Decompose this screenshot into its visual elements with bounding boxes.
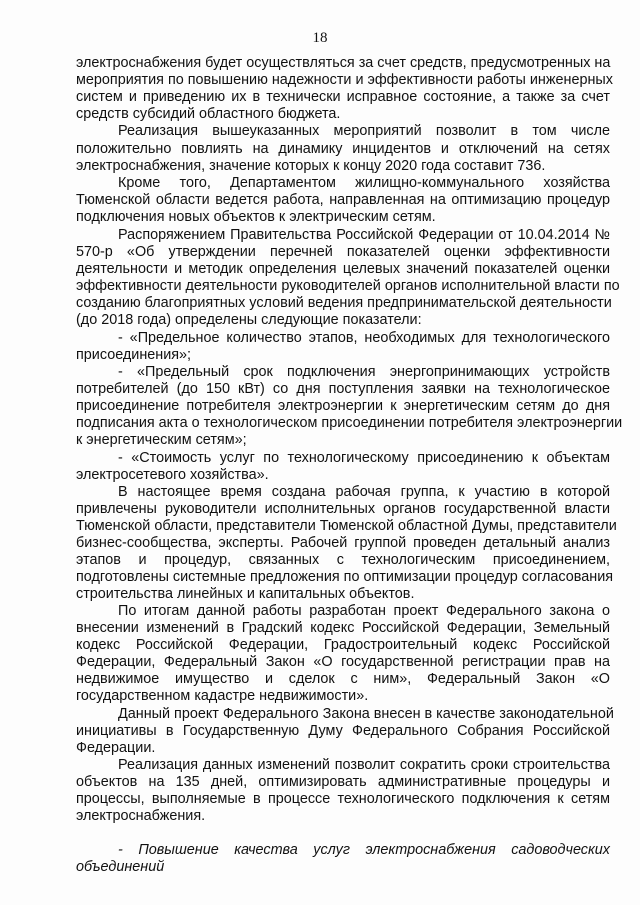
text-line: В настоящее время создана рабочая группа, к участию в которой [118,484,610,500]
text-line: мероприятия по повышению надежности и эффективности работы инженерных [76,72,613,88]
text-line: средств субсидий областного бюджета. [76,106,341,122]
text-line: потребителей (до 150 кВт) со дня поступления заявки на технологическое [76,381,610,397]
text-line: Данный проект Федерального Закона внесен в качестве законодательной [118,706,614,722]
text-line: деятельности и методик определения целевых значений показателей оценки [76,261,610,277]
text-line: присоединения»; [76,347,192,363]
text-line: государственном кадастре недвижимости». [76,688,369,704]
text-line: бизнес-сообщества, эксперты. Рабочей группой проведен детальный анализ [76,535,610,551]
text-line: подписания акта о технологическом присоединении потребителя электроэнергии [76,415,623,431]
text-line: Федерации, Федеральный Закон «О государственной регистрации прав на [76,654,610,670]
text-line: объединений [76,859,165,875]
text-line: Распоряжением Правительства Российской Федерации от 10.04.2014 № [118,227,610,243]
text-line: этапов и процедур, связанных с технологическим присоединением, [76,552,610,568]
text-line: - «Предельное количество этапов, необходимых для технологического [118,330,610,346]
page-number: 18 [312,30,328,46]
text-line: подготовлены системные предложения по оптимизации процедур согласования [76,569,614,585]
text-line: внесении изменений в Градский кодекс Российской Федерации, Земельный [76,620,610,636]
text-line: - «Стоимость услуг по технологическому присоединению к объектам [118,450,610,466]
text-line: электроснабжения. [76,808,206,824]
text-line: Кроме того, Департаментом жилищно-коммунального хозяйства [118,175,610,191]
text-line: (до 2018 года) определены следующие показатели: [76,312,422,328]
text-line: кодекс Российской Федерации, Градостроительный кодекс Российской [76,637,610,653]
text-line: процессы, выполняемые в процессе технологического подключения к сетям [76,791,610,807]
text-line: электроснабжения, значение которых к концу 2020 года составит 736. [76,158,546,174]
text-line: 570-р «Об утверждении перечней показателей оценки эффективности [76,244,610,260]
text-line: систем и приведению их в технически исправное состояние, а также за счет [76,89,610,105]
text-line: По итогам данной работы разработан проект Федерального закона о [118,603,610,619]
text-line: электроснабжения будет осуществляться за счет средств, предусмотренных на [76,55,611,71]
text-line: - Повышение качества услуг электроснабжения садоводческих [118,842,610,858]
text-line: присоединение потребителя электроэнергии к энергетическим сетям до дня [76,398,610,414]
text-line: Тюменской области, представители Тюменской областной Думы, представители [76,518,617,534]
text-line: Реализация данных изменений позволит сократить сроки строительства [118,757,610,773]
text-line: объектов на 135 дней, оптимизировать административные процедуры и [76,774,610,790]
text-line: - «Предельный срок подключения энергопринимающих устройств [118,364,610,380]
text-line: эффективности деятельности руководителей органов исполнительной власти по [76,278,620,294]
text-line: созданию благоприятных условий ведения предпринимательской деятельности [76,295,612,311]
text-line: к энергетическим сетям»; [76,432,247,448]
text-line: положительно повлиять на динамику инцидентов и отключений на сетях [76,141,610,157]
text-line: Федерации. [76,740,156,756]
text-line: инициативы в Государственную Думу Федерального Собрания Российской [76,723,610,739]
text-line: привлечены руководители исполнительных органов государственной власти [76,501,610,517]
text-line: Тюменской области ведется работа, направленная на оптимизацию процедур [76,192,610,208]
text-line: недвижимое имущество и сделок с ним», Федеральный Закон «О [76,671,610,687]
text-line: Реализация вышеуказанных мероприятий позволит в том числе [118,123,610,139]
text-line: подключения новых объектов к электрическим сетям. [76,209,436,225]
text-line: электросетевого хозяйства». [76,467,269,483]
text-line: строительства линейных и капитальных объектов. [76,586,415,602]
